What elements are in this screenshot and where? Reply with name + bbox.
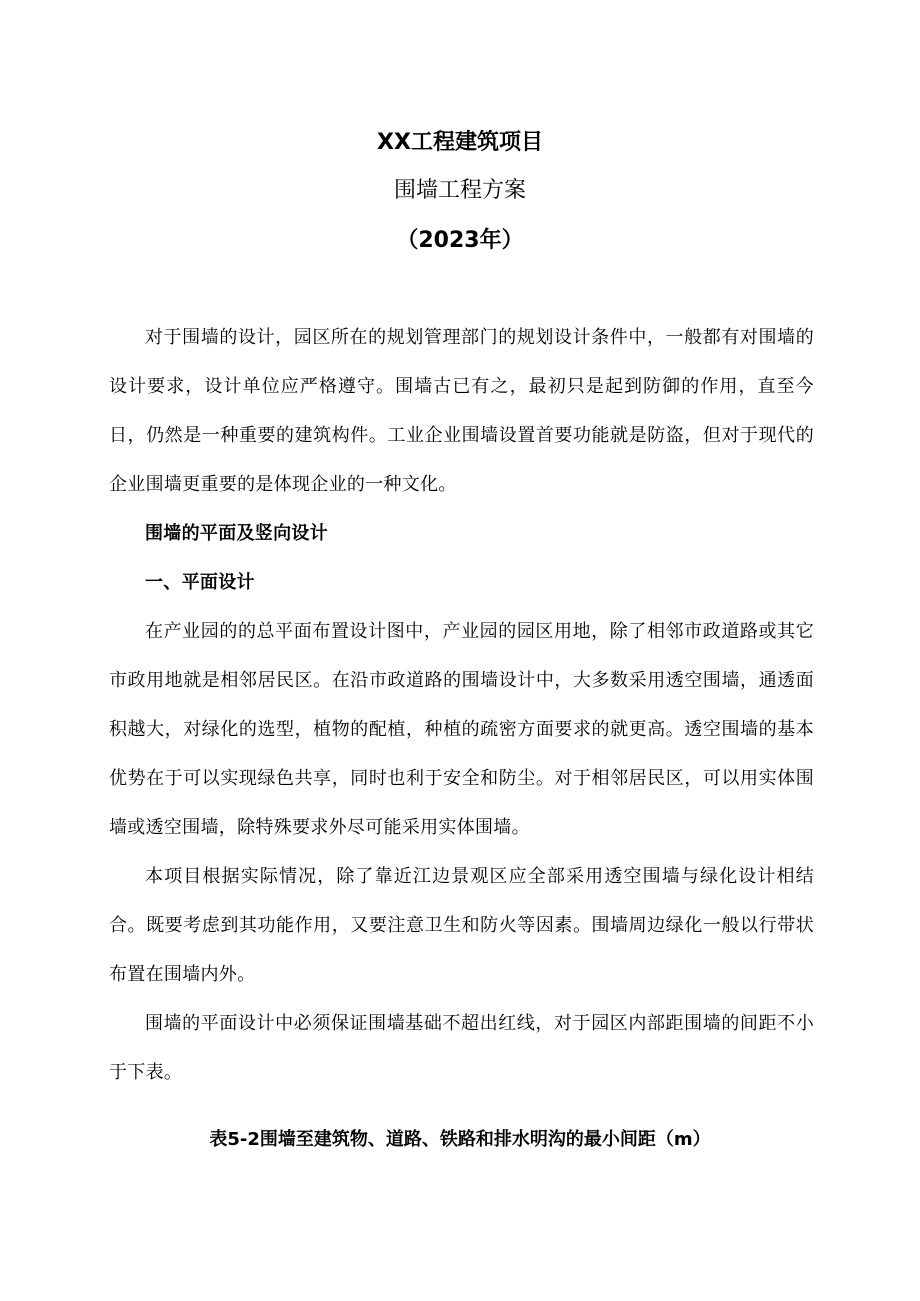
body-paragraph: 本项目根据实际情况，除了靠近江边景观区应全部采用透空围墙与绿化设计相结合。既要考虑到其功能作用，又要注意卫生和防火等因素。围墙周边绿化一般以行带状布置在围墙内外。 (109, 866, 814, 985)
document-body (109, 313, 814, 1097)
table-caption: 表5-2围墙至建筑物、道路、铁路和排水明沟的最小间距（m） (209, 1129, 711, 1150)
document-year: （2023年） (396, 228, 524, 253)
subsection-heading: 一、平面设计 (145, 572, 255, 593)
section-heading: 围墙的平面及竖向设计 (145, 523, 328, 544)
document-subtitle: 围墙工程方案 (393, 178, 526, 203)
document-title: XX工程建筑项目 (377, 130, 543, 155)
body-paragraph: 在产业园的的总平面布置设计图中，产业园的园区用地，除了相邻市政道路或其它市政用地就是相邻居民区。在沿市政道路的围墙设计中，大多数采用透空围墙，通透面积越大，对绿化的选型，植物的配植，种植的疏密方面要求的就更高。透空围墙的基本优势在于可以实现绿色共享，同时也利于安全和防尘。对于相邻居民区，可以用实体围墙或透空围墙，除特殊要求外尽可能采用实体围墙。 (109, 621, 814, 838)
intro-paragraph: 对于围墙的设计，园区所在的规划管理部门的规划设计条件中，一般都有对围墙的设计要求，设计单位应严格遵守。围墙古已有之，最初只是起到防御的作用，直至今日，仍然是一种重要的建筑构件。工业企业围墙设置首要功能就是防盗，但对于现代的企业围墙更重要的是体现企业的一种文化。 (109, 327, 814, 495)
body-paragraph: 围墙的平面设计中必须保证围墙基础不超出红线，对于园区内部距围墙的间距不小于下表。 (109, 1013, 814, 1083)
